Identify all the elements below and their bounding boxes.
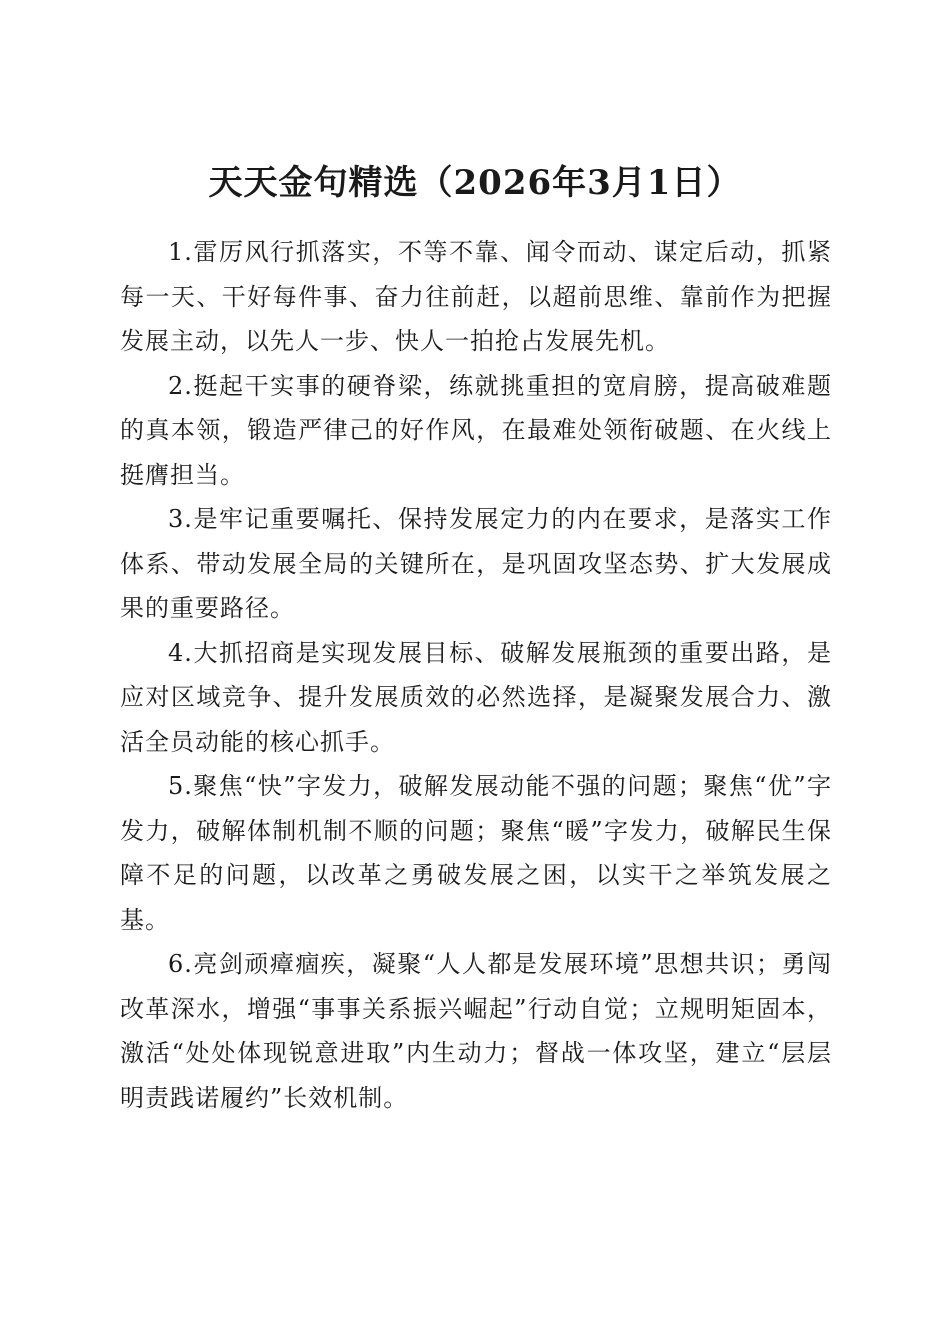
paragraph-6: 6.亮剑顽瘴痼疾，凝聚“人人都是发展环境”思想共识；勇闯改革深水，增强“事事关系振兴崛起”行动自觉；立规明矩固本，激活“处处体现锐意进取”内生动力；督战一体攻坚，建立“层层明责践诺履约”长效机制。 — [120, 950, 832, 1112]
paragraph-3: 3.是牢记重要嘱托、保持发展定力的内在要求，是落实工作体系、带动发展全局的关键所在，是巩固攻坚态势、扩大发展成果的重要路径。 — [120, 505, 832, 622]
document-body — [120, 230, 832, 1120]
paragraph-1: 1.雷厉风行抓落实，不等不靠、闻令而动、谋定后动，抓紧每一天、干好每件事、奋力往前赶，以超前思维、靠前作为把握发展主动，以先人一步、快人一拍抢占发展先机。 — [120, 238, 832, 355]
document-title: 天天金句精选（2026年3月1日） — [208, 162, 742, 203]
paragraph-5: 5.聚焦“快”字发力，破解发展动能不强的问题；聚焦“优”字发力，破解体制机制不顺的问题；聚焦“暖”字发力，破解民生保障不足的问题，以改革之勇破发展之困，以实干之举筑发展之基。 — [120, 772, 832, 934]
paragraph-2: 2.挺起干实事的硬脊梁，练就挑重担的宽肩膀，提高破难题的真本领，锻造严律己的好作风，在最难处领衔破题、在火线上挺膺担当。 — [120, 371, 832, 489]
paragraph-4: 4.大抓招商是实现发展目标、破解发展瓶颈的重要出路，是应对区域竞争、提升发展质效的必然选择，是凝聚发展合力、激活全员动能的核心抓手。 — [120, 638, 832, 756]
